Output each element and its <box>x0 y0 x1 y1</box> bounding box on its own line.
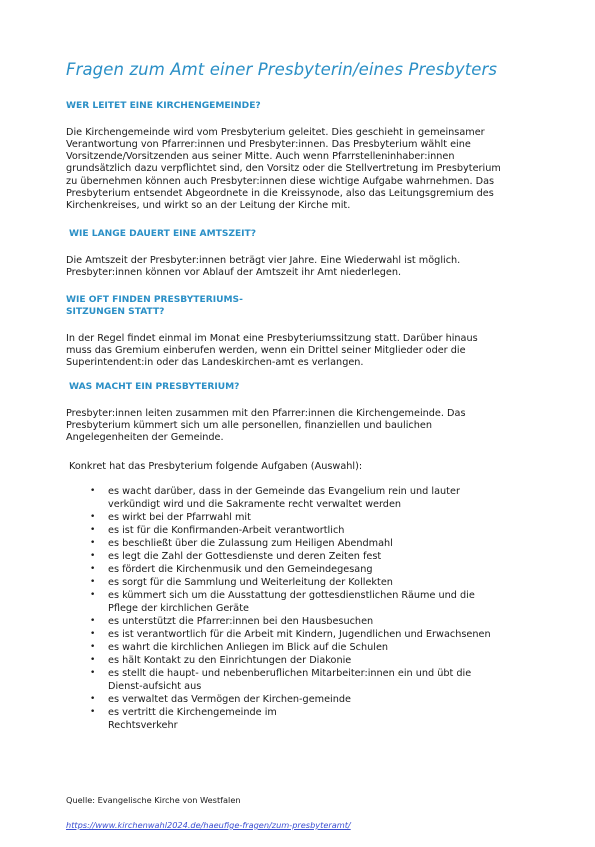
task-list-item <box>90 524 491 537</box>
section-paragraph-sitzungen <box>66 333 536 369</box>
document-title: Fragen zum Amt einer Presbyterin/eines Presbyters <box>66 60 498 79</box>
bullet-icon: • <box>90 551 96 561</box>
tasks-intro: Konkret hat das Presbyterium folgende Aufgaben (Auswahl): <box>69 461 363 472</box>
paragraph-line: Presbyterium entsendet Abgeordnete in die Kreissynode, also das Leitungsgremium des <box>66 187 494 199</box>
paragraph-line: Die Amtszeit der Presbyter:innen beträgt vier Jahre. Eine Wiederwahl ist möglich. <box>66 255 461 266</box>
source-link[interactable]: https://www.kirchenwahl2024.de/haeufige-fragen/zum-presbyteramt/ <box>66 820 351 830</box>
bullet-icon: • <box>90 564 96 574</box>
task-text-line: es ist verantwortlich für die Arbeit mit Kindern, Jugendlichen und Erwachsenen <box>108 629 491 640</box>
paragraph-line: zu übernehmen können auch Presbyter:innen diese wichtige Aufgabe wahrnehmen. Das <box>66 175 495 187</box>
bullet-icon: • <box>90 512 96 522</box>
tasks-list <box>90 485 491 732</box>
bullet-icon: • <box>90 642 96 652</box>
task-text-line: Dienst-aufsicht aus <box>108 681 202 692</box>
task-text-line: es hält Kontakt zu den Einrichtungen der Diakonie <box>108 655 352 666</box>
task-text-line: es ist für die Konfirmanden-Arbeit verantwortlich <box>108 525 345 536</box>
task-list-item <box>90 641 491 654</box>
task-text-line: es beschließt über die Zulassung zum Heiligen Abendmahl <box>108 538 393 549</box>
task-list-item <box>90 589 491 615</box>
section-paragraph-amtszeit <box>66 255 536 279</box>
bullet-icon: • <box>90 668 96 678</box>
bullet-icon: • <box>90 590 96 600</box>
paragraph-line: In der Regel findet einmal im Monat eine Presbyteriumssitzung statt. Darüber hinaus <box>66 333 478 344</box>
source-note: Quelle: Evangelische Kirche von Westfalen <box>66 795 241 805</box>
bullet-icon: • <box>90 655 96 665</box>
paragraph-line: Kirchenkreises, und wirkt so an der Leitung der Kirche mit. <box>66 199 351 211</box>
section-heading-aufgaben: WAS MACHT EIN PRESBYTERIUM? <box>69 382 240 392</box>
bullet-icon: • <box>90 616 96 626</box>
task-list-item <box>90 615 491 628</box>
task-text-line: es verwaltet das Vermögen der Kirchen-gemeinde <box>108 694 351 705</box>
paragraph-line: Die Kirchengemeinde wird vom Presbyterium geleitet. Dies geschieht in gemeinsamer <box>66 127 485 138</box>
bullet-icon: • <box>90 629 96 639</box>
task-text-line: es legt die Zahl der Gottesdienste und deren Zeiten fest <box>108 551 382 562</box>
bullet-icon: • <box>90 694 96 704</box>
paragraph-line: grundsätzlich dazu verpflichtet sind, den Vorsitz oder die Stellvertretung im Presbyterium <box>66 163 501 175</box>
task-list-item <box>90 550 491 563</box>
task-text-line: es stellt die haupt- und nebenberuflichen Mitarbeiter:innen ein und übt die <box>108 668 472 679</box>
task-list-item <box>90 654 491 667</box>
task-list-item <box>90 511 491 524</box>
heading-line: SITZUNGEN STATT? <box>66 307 165 317</box>
paragraph-line: Presbyter:innen können vor Ablauf der Amtszeit ihr Amt niederlegen. <box>66 267 402 279</box>
bullet-icon: • <box>90 538 96 548</box>
task-list-item <box>90 537 491 550</box>
task-text-line: verkündigt wird und die Sakramente recht verwaltet werden <box>108 499 402 510</box>
paragraph-line: Vorsitzende/Vorsitzenden aus seiner Mitte. Auch wenn Pfarrstelleninhaber:innen <box>66 151 455 163</box>
bullet-icon: • <box>90 525 96 535</box>
bullet-icon: • <box>90 486 96 496</box>
task-text-line: es vertritt die Kirchengemeinde im <box>108 707 277 718</box>
task-list-item <box>90 628 491 641</box>
task-text-line: es wacht darüber, dass in der Gemeinde das Evangelium rein und lauter <box>108 486 460 497</box>
section-heading-leitung: WER LEITET EINE KIRCHENGEMEINDE? <box>66 101 261 111</box>
task-list-item <box>90 576 491 589</box>
section-paragraph-leitung <box>66 127 536 212</box>
bullet-icon: • <box>90 577 96 587</box>
task-text-line: es kümmert sich um die Ausstattung der gottesdienstlichen Räume und die <box>108 590 475 601</box>
task-list-item <box>90 667 491 693</box>
task-text-line: es wirkt bei der Pfarrwahl mit <box>108 512 251 523</box>
task-text-line: es fördert die Kirchenmusik und den Gemeindegesang <box>108 564 373 575</box>
paragraph-line: Presbyterium kümmert sich um alle personellen, finanziellen und baulichen <box>66 420 432 432</box>
task-list-item <box>90 693 491 706</box>
paragraph-line: Angelegenheiten der Gemeinde. <box>66 432 224 444</box>
paragraph-line: muss das Gremium einberufen werden, wenn ein Drittel seiner Mitglieder oder die <box>66 345 466 357</box>
section-paragraph-aufgaben <box>66 408 536 444</box>
task-list-item <box>90 485 491 511</box>
task-text-line: es unterstützt die Pfarrer:innen bei den Hausbesuchen <box>108 616 374 627</box>
paragraph-line: Verantwortung von Pfarrer:innen und Presbyter:innen. Das Presbyterium wählt eine <box>66 139 471 151</box>
paragraph-line: Presbyter:innen leiten zusammen mit den Pfarrer:innen die Kirchengemeinde. Das <box>66 408 466 419</box>
task-text-line: Rechtsverkehr <box>108 720 178 731</box>
bullet-icon: • <box>90 707 96 717</box>
task-text-line: es sorgt für die Sammlung und Weiterleitung der Kollekten <box>108 577 393 588</box>
section-heading-amtszeit: WIE LANGE DAUERT EINE AMTSZEIT? <box>69 229 257 239</box>
heading-line: WIE OFT FINDEN PRESBYTERIUMS- <box>66 295 243 305</box>
paragraph-line: Superintendent:in oder das Landeskirchen-amt es verlangen. <box>66 357 364 369</box>
task-text-line: es wahrt die kirchlichen Anliegen im Blick auf die Schulen <box>108 642 389 653</box>
task-text-line: Pflege der kirchlichen Geräte <box>108 603 249 614</box>
section-heading-sitzungen <box>66 294 243 318</box>
task-list-item <box>90 563 491 576</box>
task-list-item <box>90 706 491 732</box>
